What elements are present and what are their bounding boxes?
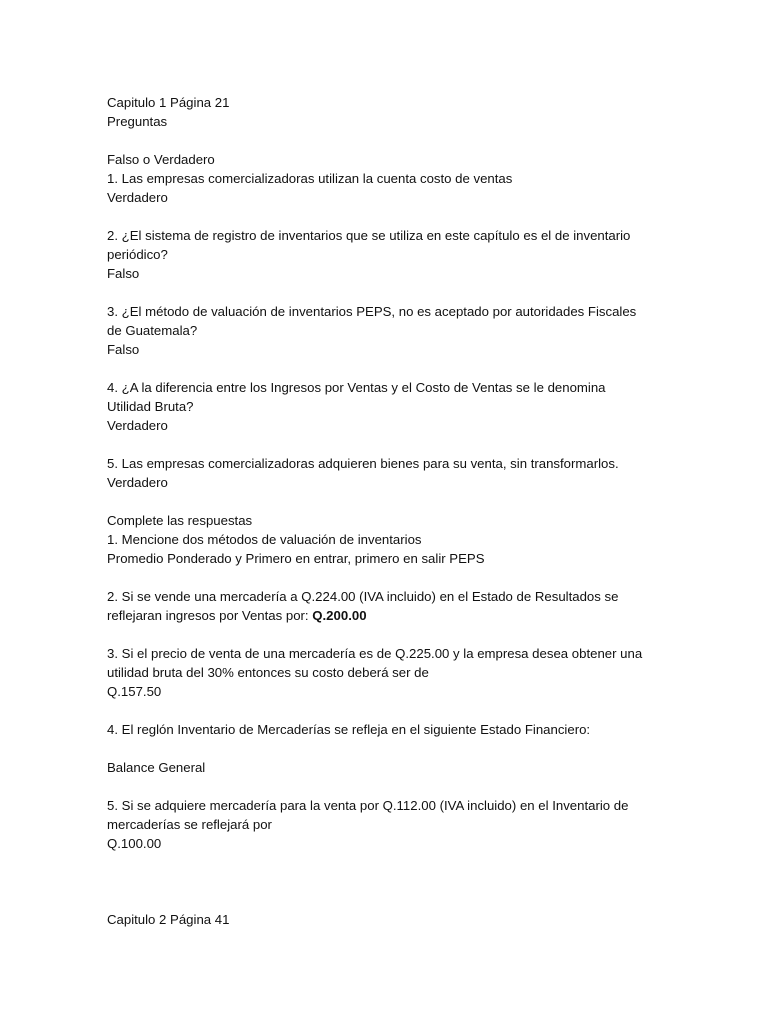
tf-question-5: 5. Las empresas comercializadoras adquieren bienes para su venta, sin transformarlos. — [107, 456, 619, 471]
tf-question-1: 1. Las empresas comercializadoras utilizan la cuenta costo de ventas — [107, 171, 513, 186]
tf-question-4-line-2: Utilidad Bruta? — [107, 399, 194, 414]
complete-question-3-line-1: 3. Si el precio de venta de una mercadería es de Q.225.00 y la empresa desea obtener una — [107, 646, 643, 661]
tf-question-4-line-1: 4. ¿A la diferencia entre los Ingresos por Ventas y el Costo de Ventas se le denomina — [107, 380, 606, 395]
complete-answer-5: Q.100.00 — [107, 836, 162, 851]
spacer — [107, 625, 667, 644]
spacer — [107, 739, 667, 758]
tf-answer-5: Verdadero — [107, 475, 168, 490]
spacer — [107, 283, 667, 302]
complete-question-5-line-1: 5. Si se adquiere mercadería para la venta por Q.112.00 (IVA incluido) en el Inventario de — [107, 798, 629, 813]
complete-answer-3: Q.157.50 — [107, 684, 162, 699]
tf-answer-2: Falso — [107, 266, 140, 281]
complete-answer-1: Promedio Ponderado y Primero en entrar, primero en salir PEPS — [107, 551, 485, 566]
tf-question-2-line-1: 2. ¿El sistema de registro de inventarios que se utiliza en este capítulo es el de inventario — [107, 228, 631, 243]
tf-question-2-line-2: periódico? — [107, 247, 168, 262]
spacer — [107, 359, 667, 378]
chapter-2-title: Capitulo 2 Página 41 — [107, 912, 230, 927]
tf-question-3-line-2: de Guatemala? — [107, 323, 198, 338]
questions-heading: Preguntas — [107, 114, 168, 129]
chapter-1-title: Capitulo 1 Página 21 — [107, 95, 230, 110]
complete-question-2-line-1: 2. Si se vende una mercadería a Q.224.00 (IVA incluido) en el Estado de Resultados se — [107, 589, 619, 604]
complete-question-4: 4. El reglón Inventario de Mercaderías se refleja en el siguiente Estado Financiero: — [107, 722, 591, 737]
complete-answer-2: Q.200.00 — [312, 608, 367, 623]
complete-question-2-text: reflejaran ingresos por Ventas por: — [107, 608, 313, 623]
spacer — [107, 207, 667, 226]
spacer — [107, 872, 667, 891]
spacer — [107, 435, 667, 454]
document-page — [107, 93, 667, 929]
complete-question-2-line-2 — [107, 606, 667, 625]
spacer — [107, 777, 667, 796]
spacer — [107, 131, 667, 150]
complete-heading: Complete las respuestas — [107, 513, 253, 528]
spacer — [107, 853, 667, 872]
true-false-heading: Falso o Verdadero — [107, 152, 215, 167]
complete-question-1: 1. Mencione dos métodos de valuación de inventarios — [107, 532, 422, 547]
tf-question-3-line-1: 3. ¿El método de valuación de inventarios PEPS, no es aceptado por autoridades Fiscales — [107, 304, 637, 319]
spacer — [107, 891, 667, 910]
spacer — [107, 492, 667, 511]
spacer — [107, 701, 667, 720]
complete-answer-4: Balance General — [107, 760, 206, 775]
tf-answer-4: Verdadero — [107, 418, 168, 433]
complete-question-5-line-2: mercaderías se reflejará por — [107, 817, 272, 832]
tf-answer-3: Falso — [107, 342, 140, 357]
spacer — [107, 568, 667, 587]
complete-question-3-line-2: utilidad bruta del 30% entonces su costo deberá ser de — [107, 665, 429, 680]
tf-answer-1: Verdadero — [107, 190, 168, 205]
